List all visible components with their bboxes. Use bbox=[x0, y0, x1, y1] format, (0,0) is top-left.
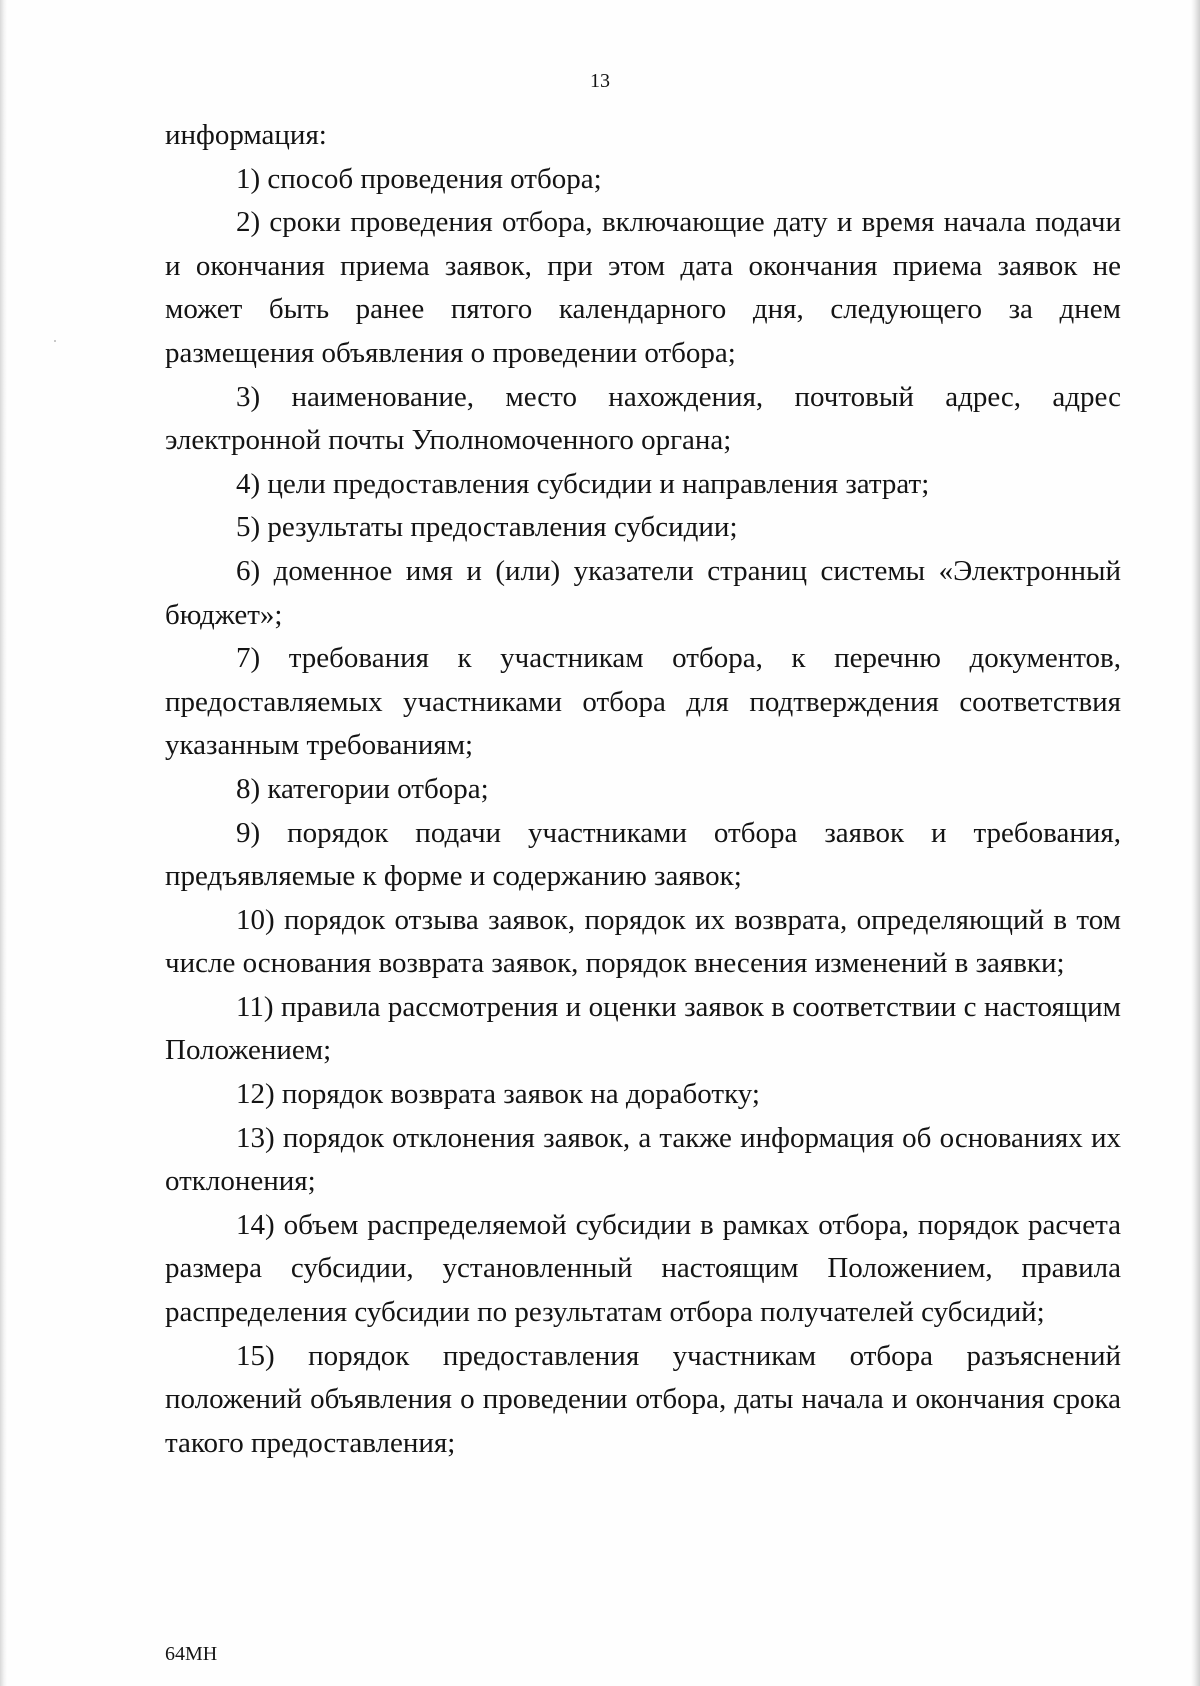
list-item: 8) категории отбора; bbox=[236, 772, 489, 805]
intro-line: информация: bbox=[165, 119, 327, 151]
list-item: 7) требования к участникам отбора, к перечню документов, предоставляемых участниками отбора для подтверждения соответствия указанным требованиям; bbox=[165, 642, 1121, 762]
footer-code: 64МН bbox=[165, 1643, 218, 1665]
list-item: 12) порядок возврата заявок на доработку; bbox=[236, 1078, 760, 1111]
list-item: 3) наименование, место нахождения, почтовый адрес, адрес электронной почты Уполномоченного органа; bbox=[165, 380, 1121, 457]
list-item: 4) цели предоставления субсидии и направления затрат; bbox=[236, 467, 930, 500]
document-body bbox=[165, 114, 1121, 1465]
list-item: 9) порядок подачи участниками отбора заявок и требования, предъявляемые к форме и содержанию заявок; bbox=[165, 816, 1121, 893]
list-item: 10) порядок отзыва заявок, порядок их возврата, определяющий в том числе основания возврата заявок, порядок внесения изменений в заявки; bbox=[165, 903, 1121, 980]
list-item: 5) результаты предоставления субсидии; bbox=[236, 511, 738, 544]
list-item: 15) порядок предоставления участникам отбора разъяснений положений объявления о проведении отбора, даты начала и окончания срока такого предоставления; bbox=[165, 1339, 1121, 1459]
list-item: 1) способ проведения отбора; bbox=[236, 162, 602, 195]
page-number: 13 bbox=[590, 70, 610, 92]
list-item: 2) сроки проведения отбора, включающие дату и время начала подачи и окончания приема заявок, при этом дата окончания приема заявок не может быть ранее пятого календарного дня, следующего за днем размещения объявления о проведении отбора; bbox=[165, 206, 1121, 369]
list-item: 13) порядок отклонения заявок, а также информация об основаниях их отклонения; bbox=[165, 1121, 1121, 1198]
list-item: 6) доменное имя и (или) указатели страниц системы «Электронный бюджет»; bbox=[165, 554, 1121, 631]
list-item: 14) объем распределяемой субсидии в рамках отбора, порядок расчета размера субсидии, установленный настоящим Положением, правила распределения субсидии по результатам отбора получателей субсидий; bbox=[165, 1208, 1121, 1329]
list-item: 11) правила рассмотрения и оценки заявок в соответствии с настоящим Положением; bbox=[165, 990, 1121, 1067]
scan-edge-right bbox=[1191, 0, 1200, 1686]
scan-speck bbox=[54, 340, 56, 342]
scan-edge-left bbox=[0, 0, 7, 1686]
